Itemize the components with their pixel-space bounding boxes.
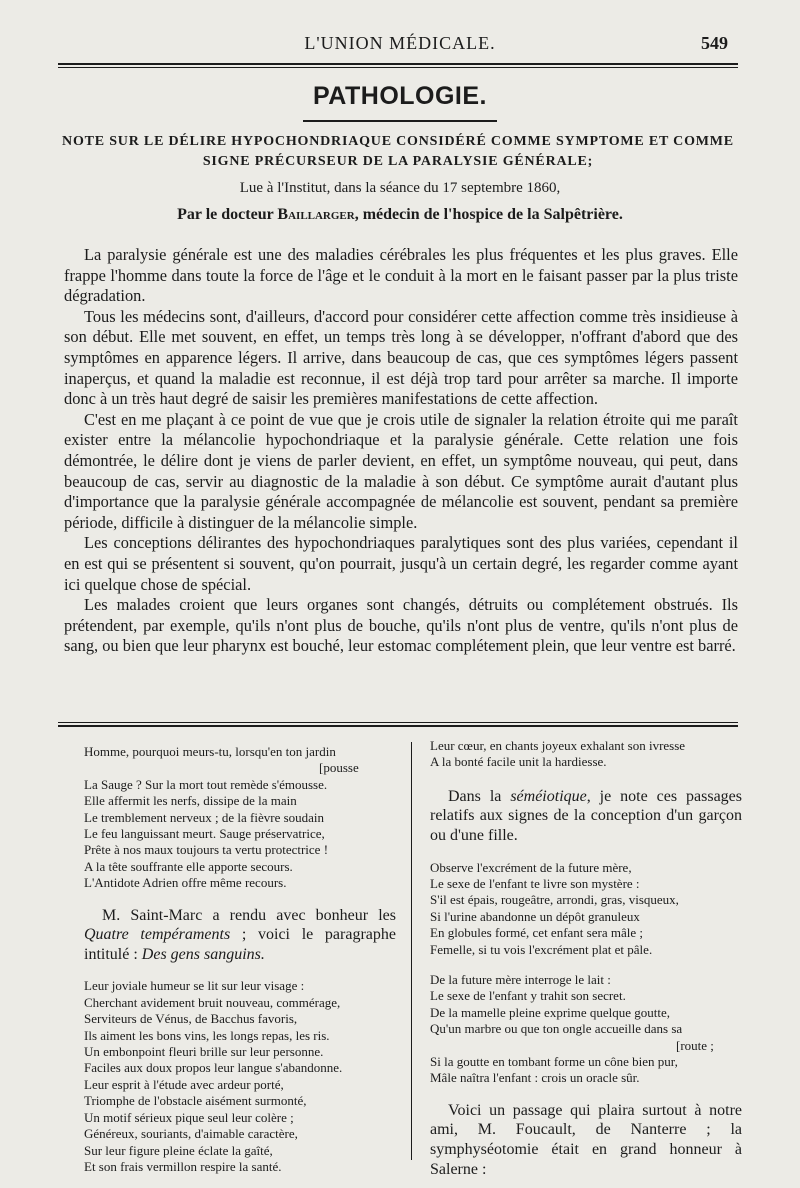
read-at-line: Lue à l'Institut, dans la séance du 17 septembre 1860, <box>239 180 561 196</box>
verse-line: Homme, pourquoi meurs-tu, lorsqu'en ton jardin <box>84 744 336 759</box>
article-title-line-1: NOTE SUR LE DÉLIRE HYPOCHONDRIAQUE CONSIDÉRÉ COMME SYMPTOME ET COMME <box>62 134 734 149</box>
verse-line: Le feu languissant meurt. Sauge préservatrice, <box>84 826 325 842</box>
verse-line: Elle affermit les nerfs, dissipe de la main <box>84 793 297 809</box>
verse-line: Sur leur figure pleine éclate la gaîté, <box>84 1142 273 1158</box>
verse-line: Cherchant avidement bruit nouveau, commérage, <box>84 994 341 1010</box>
article-title <box>58 132 738 172</box>
article-body <box>64 245 738 657</box>
byline-suffix: , médecin de l'hospice de la Salpêtrière. <box>354 206 623 223</box>
feuilleton-rule <box>58 725 738 727</box>
verse-line: Serviteurs de Vénus, de Bacchus favoris, <box>84 1011 298 1027</box>
verse-line: [route ; <box>676 1037 714 1053</box>
column-divider <box>411 742 412 1160</box>
verse-line: Observe l'excrément de la future mère, <box>430 859 632 875</box>
journal-title: L'UNION MÉDICALE. <box>304 33 496 53</box>
prose-text: ; voici le paragraphe intitulé : <box>84 926 396 963</box>
verse-line: Ils aiment les bons vins, les longs repas, les ris. <box>84 1027 330 1043</box>
verse-line: Prête à nos maux toujours ta vertu protectrice ! <box>84 842 329 858</box>
verse-line: De la mamelle pleine exprime quelque goutte, <box>430 1004 671 1020</box>
verse-line: Leur cœur, en chants joyeux exhalant son ivresse <box>430 738 686 753</box>
prose-paragraph <box>84 906 396 965</box>
verse-line: Si l'urine abandonne un dépôt granuleux <box>430 908 640 924</box>
running-header <box>0 33 800 57</box>
feuilleton-rule-thin <box>58 722 738 723</box>
verse-line: Un embonpoint fleuri brille sur leur personne. <box>84 1044 324 1060</box>
verse-block <box>430 738 742 771</box>
page-number: 549 <box>701 33 728 53</box>
term: séméiotique <box>510 787 587 805</box>
section-title: PATHOLOGIE. <box>312 82 488 110</box>
verse-line: De la future mère interroge le lait : <box>430 972 611 988</box>
prose-text: M. Saint-Marc a rendu avec bonheur les <box>102 906 396 924</box>
verse-line: Un motif sérieux pique seul leur colère ; <box>84 1109 294 1125</box>
prose-text: , je note ces passages relatifs aux signes de la conception d'un garçon ou d'une fille. <box>430 787 742 844</box>
section-name: Des gens sanguins. <box>141 945 265 963</box>
verse-line: Triomphe de l'obstacle aisément surmonté, <box>84 1093 307 1109</box>
byline-prefix: Par le docteur <box>177 206 274 223</box>
verse-line: S'il est épais, rougeâtre, arrondi, gras, visqueux, <box>430 892 679 908</box>
header-rule <box>58 63 738 65</box>
verse-line: Leur joviale humeur se lit sur leur visage : <box>84 978 305 994</box>
article-title-line-2: SIGNE PRÉCURSEUR DE LA PARALYSIE GÉNÉRALE; <box>202 154 594 169</box>
book-title: Quatre tempéraments <box>84 926 231 944</box>
prose-paragraph <box>430 787 742 846</box>
verse-block <box>84 744 396 892</box>
verse-line: Qu'un marbre ou que ton ongle accueille dans sa <box>430 1021 683 1037</box>
prose-text: Dans la <box>448 787 511 805</box>
verse-block <box>430 860 742 958</box>
verse-line: Faciles aux doux propos leur langue s'abandonne. <box>84 1060 343 1076</box>
verse-line: Le sexe de l'enfant te livre son mystère : <box>430 876 640 891</box>
verse-line: En globules formé, cet enfant sera mâle ; <box>430 925 643 941</box>
verse-line: Le tremblement nerveux ; de la fièvre soudain <box>84 809 325 825</box>
verse-line: A la tête souffrante elle apporte secours. <box>84 858 293 874</box>
verse-line: A la bonté facile unit la hardiesse. <box>430 754 607 770</box>
prose-paragraph: Voici un passage qui plaira surtout à notre ami, M. Foucault, de Nanterre ; la symphyséotomie était en grand honneur à Salerne : <box>430 1101 742 1178</box>
verse-line: Généreux, souriants, d'aimable caractère, <box>84 1126 298 1142</box>
paragraph: Tous les médecins sont, d'ailleurs, d'accord pour considérer cette affection comme très insidieuse à son début. Elle met souvent, en effet, un temps très long à se développer, n'offrant d'abord que des symptômes en apparence légers. Il arrive, dans beaucoup de cas, que ces symptômes légers passent inaperçus, et quand la maladie est reconnue, il est déjà trop tard pour arrêter sa marche. Il importe donc à un très haut degré de saisir les premières manifestations de cette affection. <box>64 306 738 409</box>
verse-line: Le sexe de l'enfant y trahit son secret. <box>430 988 626 1004</box>
verse-line: Femelle, si tu vois l'excrément plat et pâle. <box>430 941 653 957</box>
header-rule-thin <box>58 67 738 68</box>
feuilleton-right-column <box>430 738 742 1179</box>
verse-line: La Sauge ? Sur la mort tout remède s'émousse. <box>84 776 328 792</box>
verse-block <box>84 978 396 1175</box>
paragraph: Les malades croient que leurs organes sont changés, détruits ou complétement obstrués. Ils prétendent, par exemple, qu'ils n'ont plus de bouche, qu'ils n'ont plus de ventre, qu'ils n'ont plus de sang, ou bien que leur pharynx est bouché, leur estomac complétement plein, que leur ventre est barré. <box>64 595 738 656</box>
byline <box>0 206 800 224</box>
verse-line: Si la goutte en tombant forme un cône bien pur, <box>430 1054 678 1070</box>
verse-line: Et son frais vermillon respire la santé. <box>84 1158 282 1174</box>
title-underline <box>303 120 497 122</box>
paragraph: Les conceptions délirantes des hypochondriaques paralytiques sont des plus variées, cependant il en est qui se présentent si souvent, qu'on pourrait, jusqu'à un certain degré, les regarder comme ayant ici quelque chose de spécial. <box>64 533 738 594</box>
author-name: Baillarger <box>277 206 355 223</box>
paragraph: La paralysie générale est une des maladies cérébrales les plus fréquentes et les plus graves. Elle frappe l'homme dans toute la force de l'âge et le conduit à la mort en le faisant passer par la plus triste dégradation. <box>64 245 738 306</box>
paragraph: C'est en me plaçant à ce point de vue que je crois utile de signaler la relation étroite qui me paraît exister entre la mélancolie hypochondriaque et la paralysie générale. Cette relation une fois démontrée, le délire dont je viens de parler devient, en effet, un symptôme nouveau, qui peut, dans beaucoup de cas, servir au diagnostic de la maladie à son début. Ce symptôme aurait d'autant plus d'importance que la paralysie générale accompagnée de mélancolie est souvent, pendant sa première période, difficile à distinguer de la mélancolie simple. <box>64 409 738 532</box>
verse-line: Mâle naîtra l'enfant : crois un oracle sûr. <box>430 1070 640 1086</box>
verse-block <box>430 972 742 1087</box>
feuilleton-left-column <box>84 744 396 1175</box>
verse-line: [pousse <box>319 760 359 776</box>
verse-line: L'Antidote Adrien offre même recours. <box>84 875 287 891</box>
verse-line: Leur esprit à l'étude avec ardeur porté, <box>84 1076 284 1092</box>
